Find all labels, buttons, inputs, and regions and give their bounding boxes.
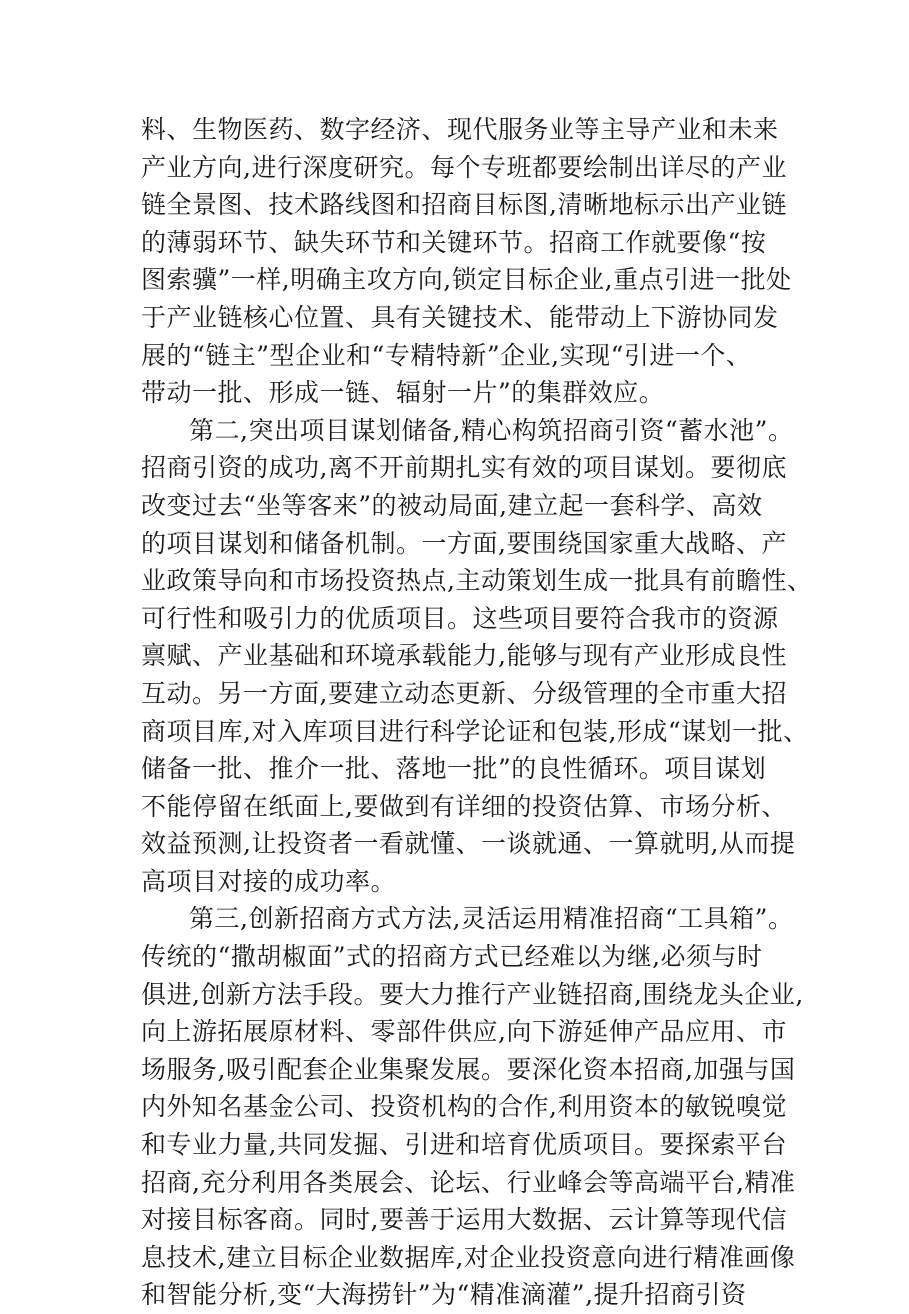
text-line: 效益预测,让投资者一看就懂、一谈就通、一算就明,从而提: [141, 829, 796, 859]
text-line: 招商引资的成功,离不开前期扎实有效的项目谋划。要彻底: [141, 453, 787, 483]
paragraph-first-line: 第三,创新招商方式方法,灵活运用精准招商“工具箱”。: [189, 904, 794, 934]
paragraph-first-line: 第二,突出项目谋划储备,精心构筑招商引资“蓄水池”。: [189, 415, 794, 445]
text-line: 对接目标客商。同时,要善于运用大数据、云计算等现代信: [141, 1205, 787, 1235]
text-line: 禀赋、产业基础和环境承载能力,能够与现有产业形成良性: [141, 641, 787, 671]
text-line: 息技术,建立目标企业数据库,对企业投资意向进行精准画像: [141, 1242, 796, 1272]
text-line: 俱进,创新方法手段。要大力推行产业链招商,围绕龙头企业,: [141, 979, 804, 1009]
text-line: 和专业力量,共同发掘、引进和培育优质项目。要探索平台: [141, 1130, 787, 1160]
text-line: 链全景图、技术路线图和招商目标图,清晰地标示出产业链: [141, 190, 787, 220]
text-line: 储备一批、推介一批、落地一批”的良性循环。项目谋划: [141, 754, 767, 784]
text-line: 业政策导向和市场投资热点,主动策划生成一批具有前瞻性、: [141, 566, 813, 596]
text-line: 内外知名基金公司、投资机构的合作,利用资本的敏锐嗅觉: [141, 1092, 787, 1122]
text-line: 产业方向,进行深度研究。每个专班都要绘制出详尽的产业: [141, 152, 787, 182]
text-line: 高项目对接的成功率。: [141, 866, 397, 896]
text-line: 和智能分析,变“大海捞针”为“精准滴灌”,提升招商引资: [141, 1280, 747, 1310]
text-line: 商项目库,对入库项目进行科学论证和包装,形成“谋划一批、: [141, 716, 809, 746]
text-line: 互动。另一方面,要建立动态更新、分级管理的全市重大招: [141, 678, 787, 708]
text-line: 图索骥”一样,明确主攻方向,锁定目标企业,重点引进一批处: [141, 265, 792, 295]
text-line: 改变过去“坐等客来”的被动局面,建立起一套科学、高效: [141, 490, 763, 520]
text-line: 的项目谋划和储备机制。一方面,要围绕国家重大战略、产: [141, 528, 787, 558]
text-line: 传统的“撒胡椒面”式的招商方式已经难以为继,必须与时: [141, 942, 763, 972]
text-line: 招商,充分利用各类展会、论坛、行业峰会等高端平台,精准: [141, 1167, 796, 1197]
body-text: [141, 111, 813, 1314]
text-line: 料、生物医药、数字经济、现代服务业等主导产业和未来: [141, 115, 779, 144]
text-line: 带动一批、形成一链、辐射一片”的集群效应。: [141, 378, 665, 408]
text-line: 不能停留在纸面上,要做到有详细的投资估算、市场分析、: [141, 791, 787, 821]
text-line: 可行性和吸引力的优质项目。这些项目要符合我市的资源: [141, 603, 779, 633]
text-line: 向上游拓展原材料、零部件供应,向下游延伸产品应用、市: [141, 1017, 787, 1047]
text-line: 场服务,吸引配套企业集聚发展。要深化资本招商,加强与国: [141, 1054, 796, 1084]
text-line: 展的“链主”型企业和“专精特新”企业,实现“引进一个、: [141, 340, 752, 370]
text-line: 于产业链核心位置、具有关键技术、能带动上下游协同发: [141, 302, 779, 332]
text-line: 的薄弱环节、缺失环节和关键环节。招商工作就要像“按: [141, 227, 767, 257]
